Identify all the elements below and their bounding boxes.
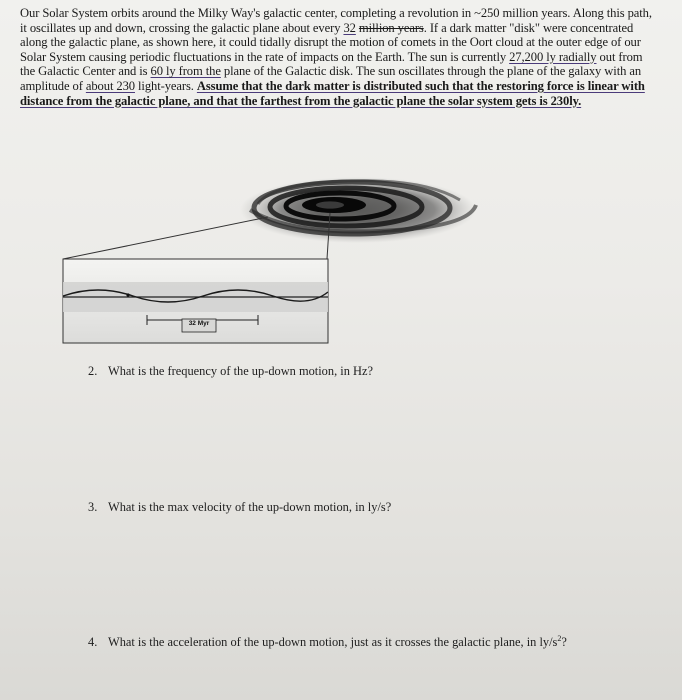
underlined-period: 32 [343, 20, 356, 35]
question-text: What is the frequency of the up-down motion, in Hz? [108, 364, 373, 378]
question-text: What is the acceleration of the up-down motion, just as it crosses the galactic plane, in ly/s [108, 635, 558, 650]
question-4 [88, 634, 567, 650]
question-2 [88, 364, 373, 379]
intro-sentence-1: Our Solar System orbits around the Milky Way's galactic center, completing a revolution in ~250 million years. [20, 6, 571, 20]
question-number: 2. [88, 364, 98, 378]
perspective-line [63, 217, 268, 259]
underlined-million-years: million years [358, 20, 424, 35]
underlined-plane-distance: 60 ly from the [150, 64, 221, 79]
question-number: 3. [88, 500, 98, 514]
scale-bar-label: 32 Myr [188, 320, 210, 327]
sun-marker [126, 293, 129, 296]
underlined-amplitude: about 230 [85, 78, 135, 93]
exponent: 2 [557, 634, 562, 643]
intro-text: Along this path, it oscillates up and down, crossing the galactic plane about every [20, 6, 652, 35]
question-tail: ? [561, 635, 567, 650]
question-3 [88, 500, 391, 515]
intro-text: light-years. [134, 78, 197, 93]
question-number: 4. [88, 635, 98, 650]
intro-text: plane of the Galactic disk. The sun oscillates through the plane of the galaxy with an amplitude of [20, 64, 642, 93]
question-text: What is the max velocity of the up-down motion, in ly/s? [108, 500, 392, 514]
galaxy-image [240, 177, 476, 243]
underlined-radial-distance: 27,200 ly radially [509, 49, 597, 64]
intro-text: . If a dark matter "disk" were concentrated along the galactic plane, as shown here, it could tidally disrupt the motion of comets in the Oort cloud at the outer edge of our Solar System causing periodic fluctuations in the rate of impacts on the Earth. The sun is currently [20, 20, 641, 64]
bold-assumption: Assume that the dark matter is distributed such that the restoring force is linear with distance from the galactic plane, and that the farthest from the galactic plane the solar system gets is 230ly. [20, 78, 645, 108]
intro-text: out from the Galactic Center and is [20, 49, 643, 79]
